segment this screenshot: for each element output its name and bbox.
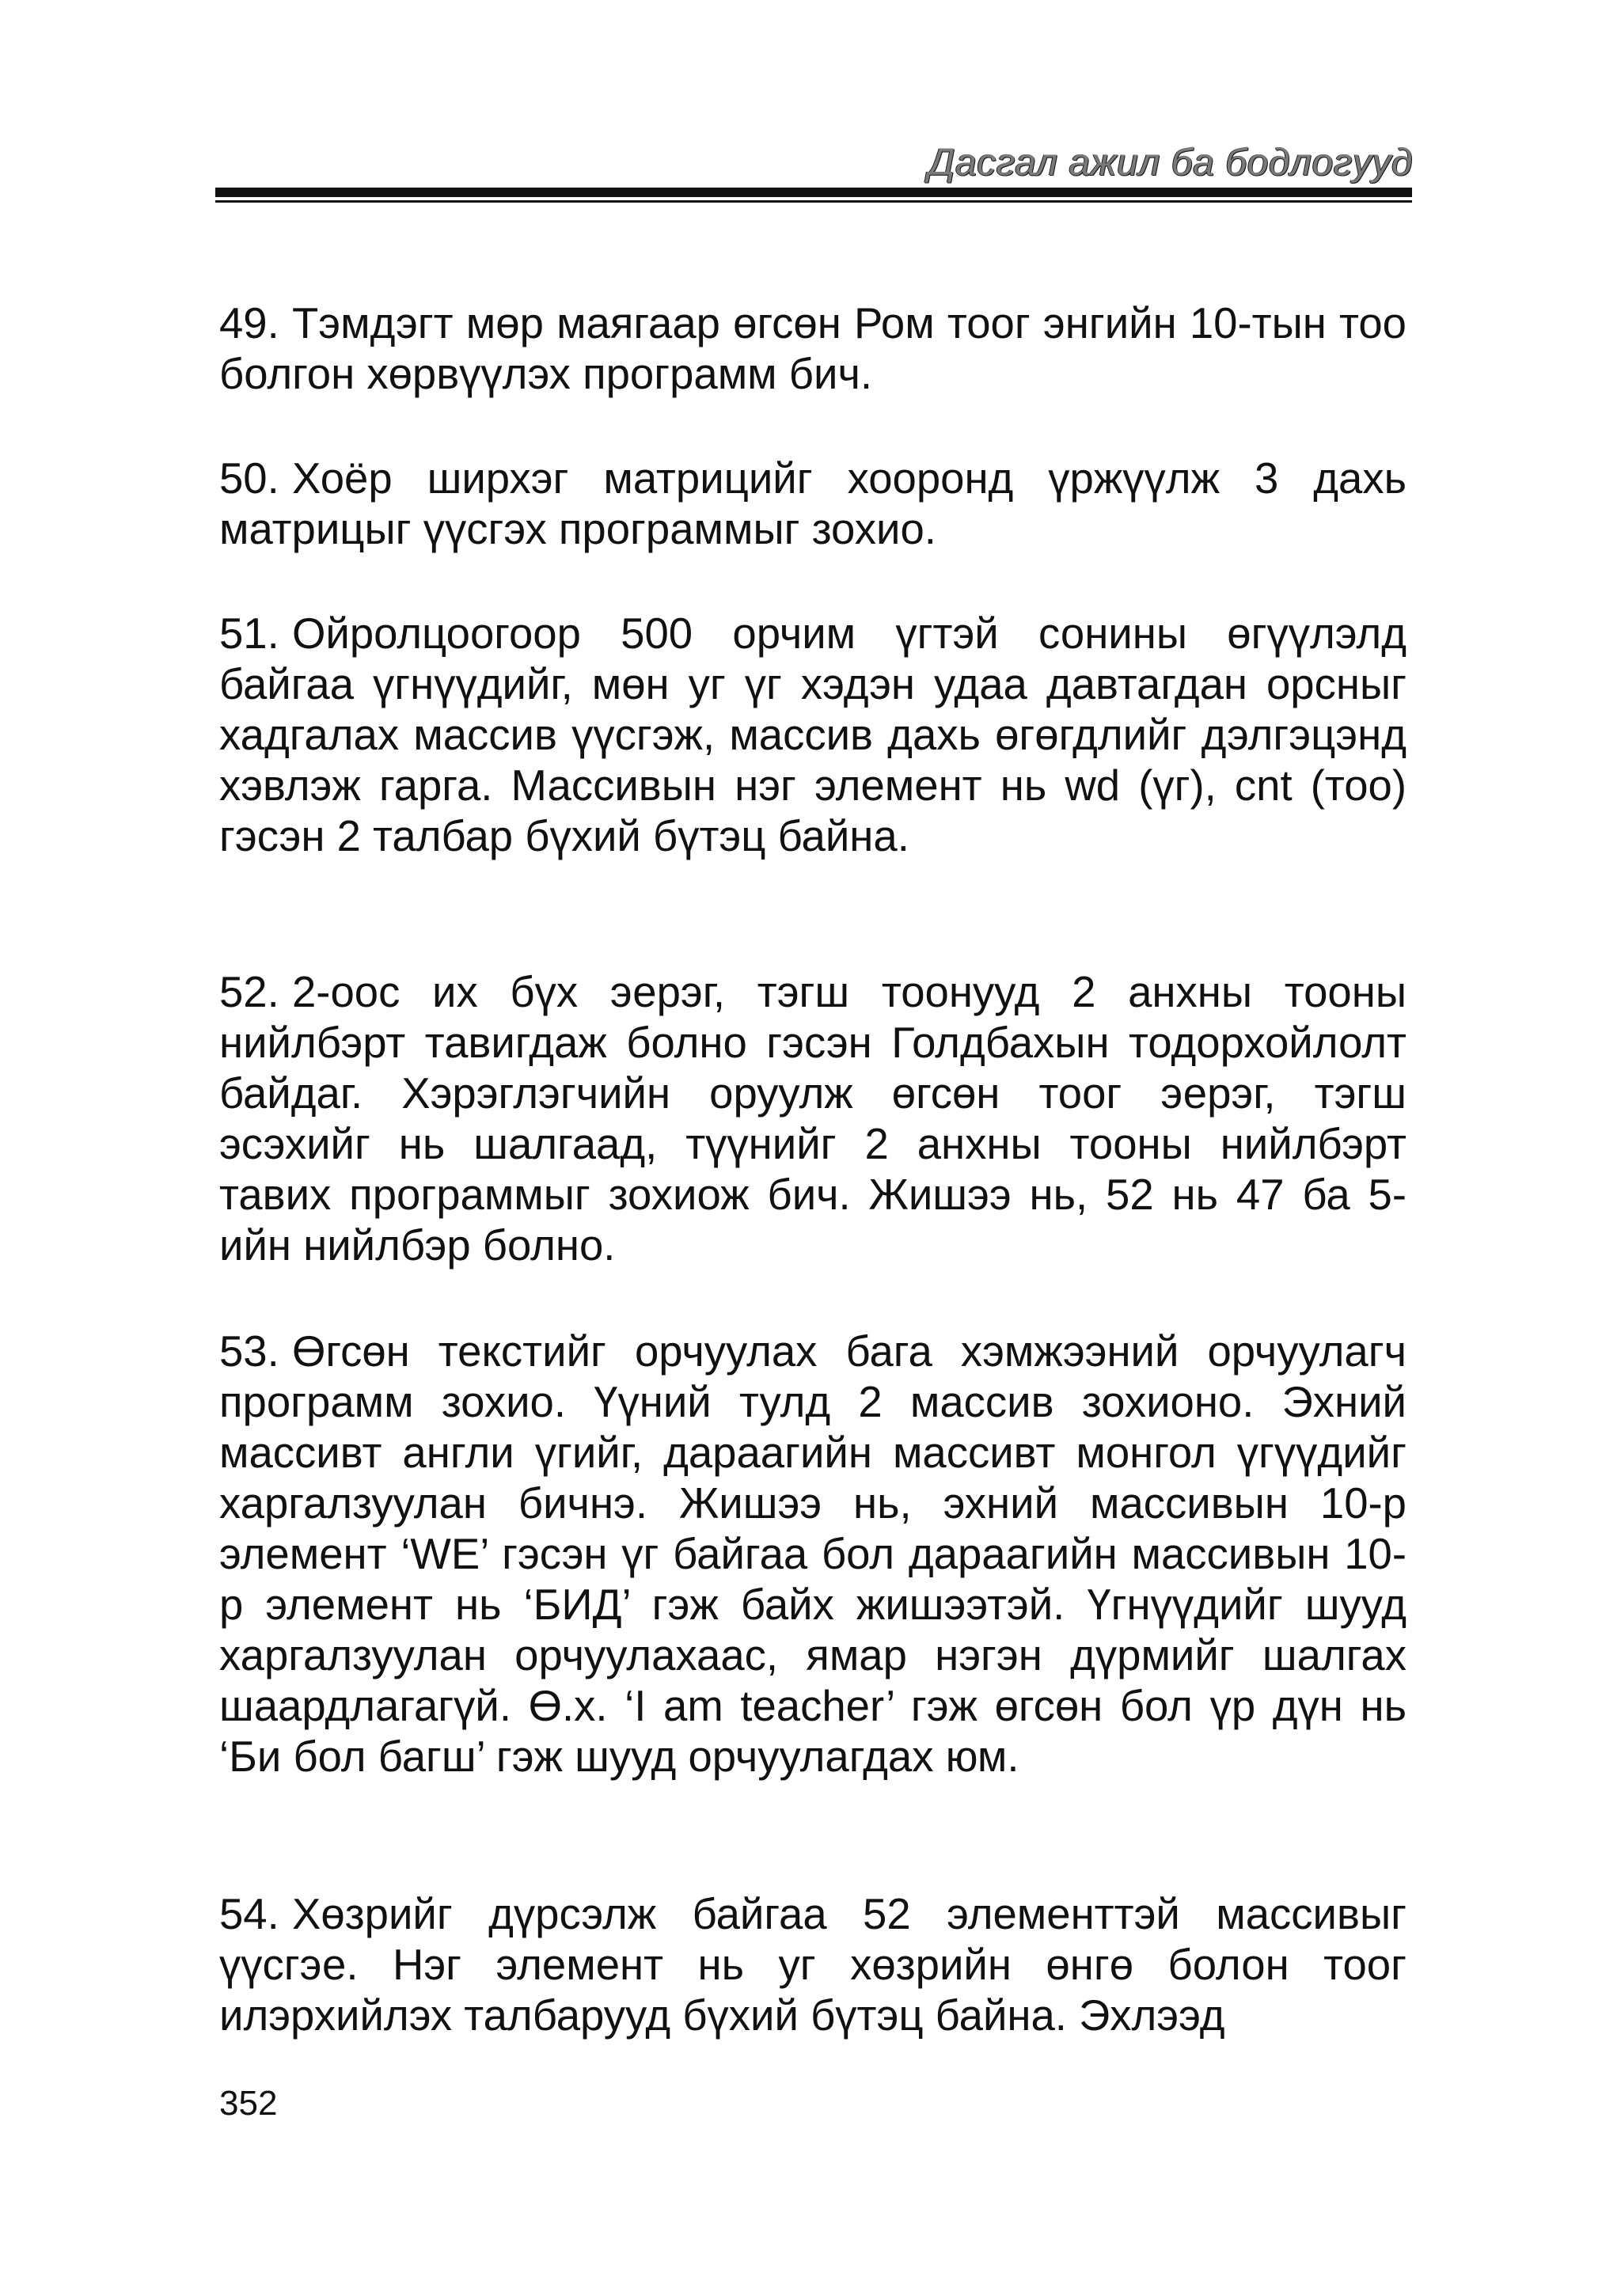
page-number: 352 — [219, 2084, 278, 2123]
exercise-52 — [219, 967, 1407, 1271]
exercise-number: 51. — [219, 609, 279, 658]
header-rule-thin — [215, 200, 1412, 203]
exercise-number: 50. — [219, 454, 279, 503]
exercise-text: Өгсөн текстийг орчуулах бага хэмжээний орчуулагч программ зохио. Үүний тулд 2 массив зохионо. Эхний массивт англи үгийг, дараагийн массивт монгол үгүүдийг харгалзуулан бичнэ. Жишээ нь, эхний массивын 10-р элемент ‘WE’ гэсэн үг байгаа бол дараагийн массивын 10-р элемент нь ‘БИД’ гэж байх жишээтэй. Үгнүүдийг шууд харгалзуулан орчуулахаас, ямар нэгэн дүрмийг шалгах шаардлагагүй. Ө.х. ‘I am teacher’ гэж өгсөн бол үр дүн нь ‘Би бол багш’ гэж шууд орчуулагдах юм. — [219, 1327, 1407, 1781]
exercise-49 — [219, 298, 1407, 400]
exercise-text: Ойролцоогоор 500 орчим үгтэй сонины өгүүлэлд байгаа үгнүүдийг, мөн уг үг хэдэн удаа давтагдан орсныг хадгалах массив үүсгэж, массив дахь өгөгдлийг дэлгэцэнд хэвлэж гарга. Массивын нэг элемент нь wd (үг), cnt (тоо) гэсэн 2 талбар бүхий бүтэц байна. — [219, 609, 1407, 860]
chapter-title: Дасгал ажил ба бодлогууд — [928, 142, 1413, 184]
exercise-51 — [219, 609, 1407, 862]
header-rule-thick — [215, 188, 1412, 197]
exercise-54 — [219, 1889, 1407, 2041]
exercise-number: 49. — [219, 299, 279, 347]
exercise-number: 54. — [219, 1890, 279, 1938]
exercise-text: Хоёр ширхэг матрицийг хооронд үржүүлж 3 дахь матрицыг үүсгэх программыг зохио. — [219, 454, 1407, 553]
exercise-53 — [219, 1326, 1407, 1782]
exercise-text: 2-оос их бүх эерэг, тэгш тоонууд 2 анхны тооны нийлбэрт тавигдаж болно гэсэн Голдбахын тодорхойлолт байдаг. Хэрэглэгчийн оруулж өгсөн тоог эерэг, тэгш эсэхийг нь шалгаад, түүнийг 2 анхны тооны нийлбэрт тавих программыг зохиож бич. Жишээ нь, 52 нь 47 ба 5-ийн нийлбэр болно. — [219, 968, 1407, 1269]
exercise-text: Хөзрийг дүрсэлж байгаа 52 элементтэй массивыг үүсгэе. Нэг элемент нь уг хөзрийн өнгө болон тоог илэрхийлэх талбарууд бүхий бүтэц байна. Эхлээд — [219, 1890, 1407, 2040]
exercise-number: 52. — [219, 968, 279, 1016]
exercise-number: 53. — [219, 1327, 279, 1376]
exercise-50 — [219, 454, 1407, 555]
exercise-text: Тэмдэгт мөр маягаар өгсөн Ром тоог энгийн 10-тын тоо болгон хөрвүүлэх программ бич. — [219, 299, 1407, 398]
